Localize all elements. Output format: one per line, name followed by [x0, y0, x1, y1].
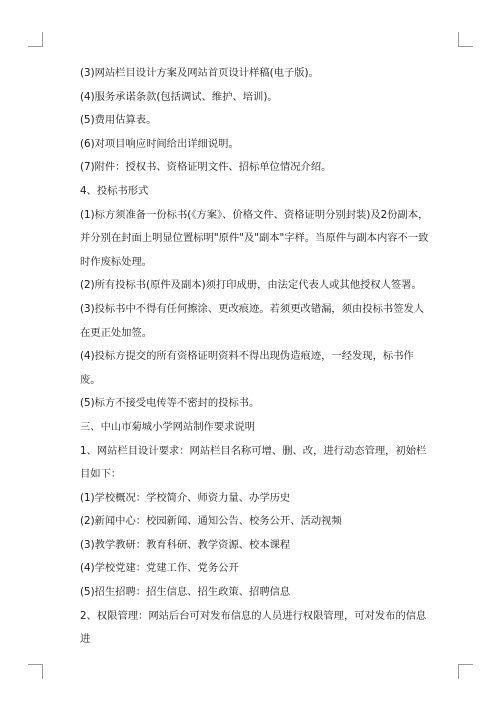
- paragraph-column-2: (2)新闻中心：校园新闻、通知公告、校务公开、活动视频: [80, 515, 342, 528]
- paragraph-item-3: (3)网站栏目设计方案及网站首页设计样稿(电子版)。: [80, 67, 319, 79]
- crop-mark-top-left: [28, 32, 43, 47]
- paragraph-item-4: (4)服务承诺条款(包括调试、维护、培训)。: [80, 90, 278, 103]
- paragraph-column-design: 1、网站栏目设计要求：网站栏目名称可增、删、改，进行动态管理，初始栏目如下：: [80, 444, 427, 481]
- section-heading-bid-format: 4、投标书形式: [80, 184, 149, 197]
- paragraph-bid-format-2: (2)所有投标书(原件及副本)须打印成册，由法定代表人或其他授权人签署。: [80, 279, 422, 292]
- paragraph-bid-format-4: (4)投标方提交的所有资格证明资料不得出现伪造痕迹，一经发现，标书作废。: [80, 350, 414, 386]
- document-body: [80, 62, 432, 652]
- paragraph-bid-format-5: (5)标方不接受电传等不密封的投标书。: [80, 397, 260, 410]
- paragraph-column-5: (5)招生招聘：招生信息、招生政策、招聘信息: [80, 586, 291, 599]
- crop-mark-bottom-left: [28, 664, 43, 679]
- section-heading-website-requirements: 三、中山市菊城小学网站制作要求说明: [80, 420, 256, 433]
- crop-mark-top-right: [458, 32, 473, 47]
- paragraph-column-4: (4)学校党建：党建工作、党务公开: [80, 562, 239, 575]
- paragraph-item-5: (5)费用估算表。: [80, 114, 157, 127]
- paragraph-item-6: (6)对项目响应时间给出详细说明。: [80, 137, 239, 150]
- paragraph-column-3: (3)教学教研：教育科研、教学资源、校本课程: [80, 538, 291, 551]
- paragraph-item-7: (7)附件：授权书、资格证明文件、招标单位情况介绍。: [80, 161, 332, 174]
- paragraph-permission-management: 2、权限管理：网站后台可对发布信息的人员进行权限管理，可对发布的信息进: [80, 609, 427, 646]
- crop-mark-bottom-right: [458, 664, 473, 679]
- paragraph-bid-format-3: (3)投标书中不得有任何擦涂、更改痕迹。若须更改错漏，须由投标书签发人在更正处加签。: [80, 302, 425, 339]
- paragraph-column-1: (1)学校概况：学校简介、师资力量、办学历史: [80, 491, 291, 504]
- paragraph-bid-format-1: (1)标方须准备一份标书(《方案》、价格文件、资格证明分别封装)及2份副本，并分别在封面上明显位置标明"原件"及"副本"字样。当原件与副本内容不一致时作废标处理。: [80, 208, 429, 268]
